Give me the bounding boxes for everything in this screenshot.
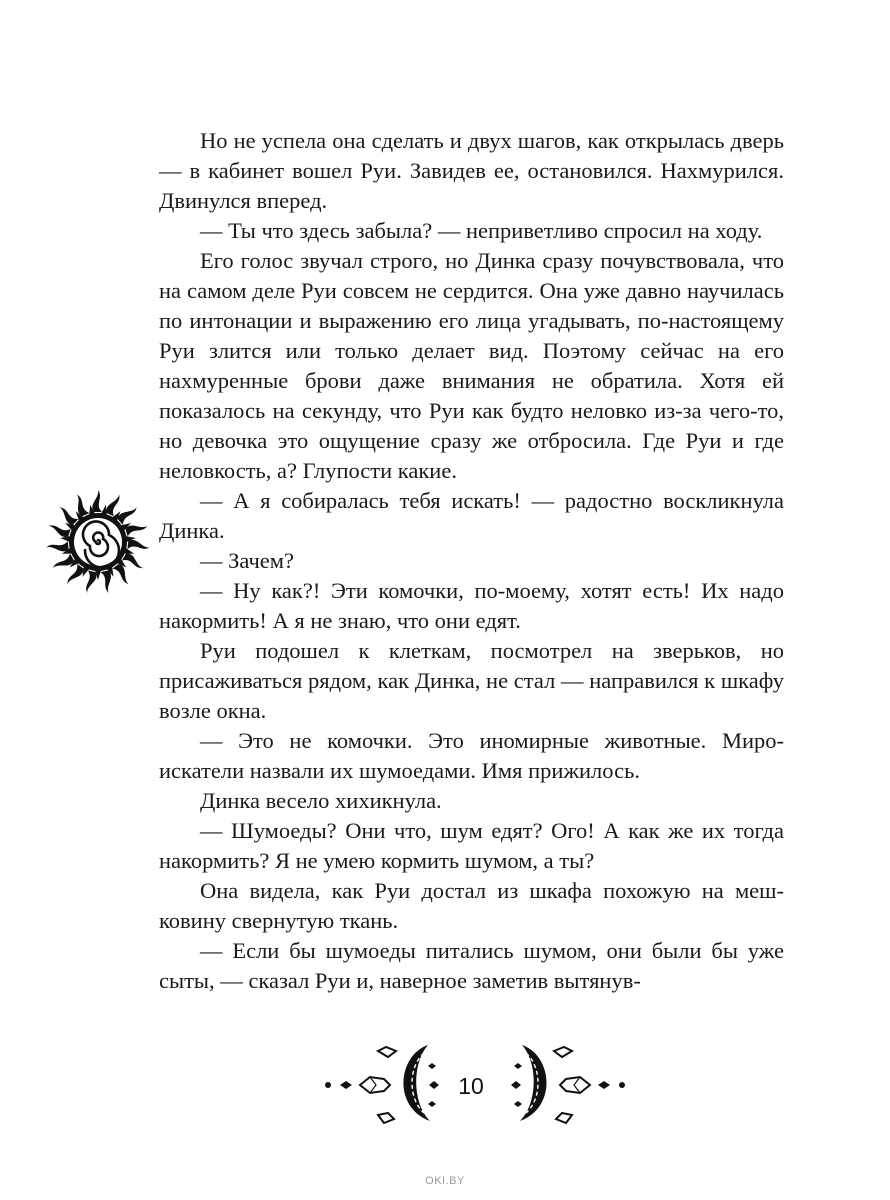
paragraph: — А я собиралась тебя искать! — радостно воскликнула Динка. xyxy=(159,488,784,543)
paragraph: Руи подошел к клеткам, посмотрел на зверьков, но присаживаться рядом, как Динка, не стал — направился к шкафу возле окна. xyxy=(159,638,784,723)
body-text xyxy=(159,126,784,996)
page-number: 10 xyxy=(458,1073,484,1099)
watermark: OKI.BY xyxy=(425,1175,465,1187)
paragraph: — Ну как?! Эти комочки, по-моему, хотят есть! Их надо накормить! А я не знаю, что они едят. xyxy=(159,578,784,633)
sun-spiral-icon xyxy=(44,488,152,596)
paragraph: Его голос звучал строго, но Динка сразу почувствовала, что на самом деле Руи совсем не сердится. Она уже давно научилась по интонации и выражению его лица угадывать, по-настоящему Руи злится или только делает вид. Поэтому сейчас на его нахмуренные брови даже внимания не обратила. Хотя ей показалось на секунду, что Руи как будто неловко из-за чего-то, но девочка это ощущение сразу же отбросила. Где Руи и где неловкость, а? Глупости какие. xyxy=(159,248,784,483)
paragraph: — Если бы шумоеды питались шумом, они были бы уже сыты, — сказал Руи и, наверное заметив вытянув- xyxy=(159,938,784,993)
paragraph: — Шумоеды? Они что, шум едят? Ого! А как же их тогда накормить? Я не умею кормить шумом, а ты? xyxy=(159,818,784,873)
paragraph: Динка весело хихикнула. xyxy=(200,788,442,813)
paragraph: Но не успела она сделать и двух шагов, как открылась дверь — в кабинет вошел Руи. Завидев ее, остановился. Нахмурился. Двинулся вперед. xyxy=(159,128,784,213)
paragraph: — Зачем? xyxy=(200,548,295,573)
paragraph: Она видела, как Руи достал из шкафа похожую на мешковину свернутую ткань. xyxy=(159,878,784,933)
paragraph: — Это не комочки. Это иномирные животные. Мироискатели назвали их шумоедами. Имя прижилось. xyxy=(159,728,784,783)
paragraph: — Ты что здесь забыла? — неприветливо спросил на ходу. xyxy=(200,218,763,243)
